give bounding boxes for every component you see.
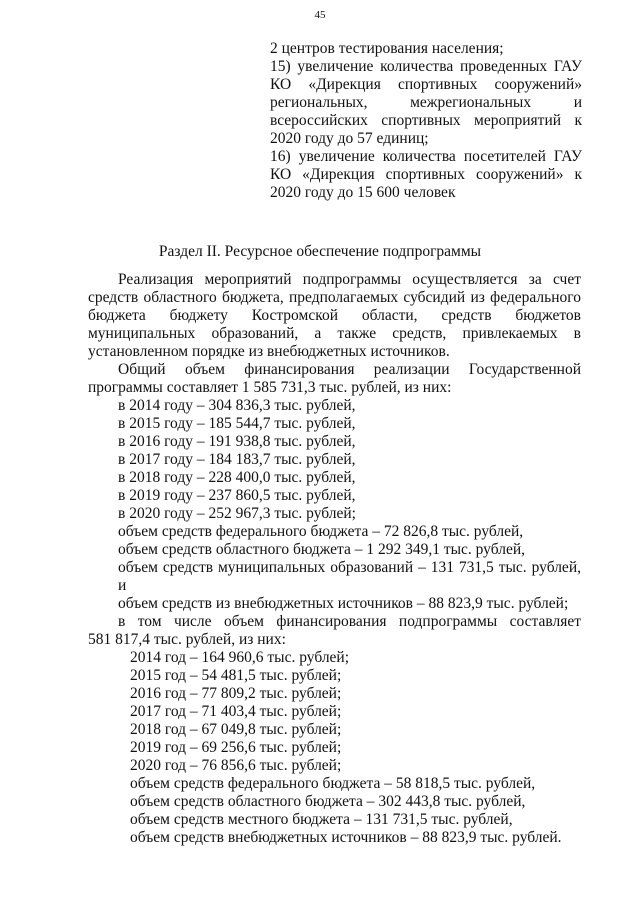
paragraph-implementation <box>88 271 581 361</box>
list-line: 16) увеличение количества посетителей ГАУ <box>270 148 582 165</box>
subprogram-years-list <box>88 649 581 775</box>
subprogram-year-row: 2016 год – 77 809,2 тыс. рублей; <box>130 685 342 702</box>
paragraph-line: муниципальных образований, а также средств, привлекаемых в <box>88 325 581 342</box>
program-fund-row: объем средств федерального бюджета – 72 826,8 тыс. рублей, <box>118 523 524 540</box>
subprogram-year-row: 2017 год – 71 403,4 тыс. рублей; <box>130 703 342 720</box>
subprogram-fund-row: объем средств внебюджетных источников – 88 823,9 тыс. рублей. <box>130 829 562 846</box>
paragraph-line: бюджета бюджету Костромской области, средств бюджетов <box>88 307 581 324</box>
list-line: 2020 году до 57 единиц; <box>270 130 429 147</box>
list-item-14-tail <box>270 40 582 58</box>
paragraph-line: Общий объем финансирования реализации Государственной <box>118 361 581 378</box>
program-year-row: в 2018 году – 228 400,0 тыс. рублей, <box>118 469 356 486</box>
list-line: 2020 году до 15 600 человек <box>270 184 456 201</box>
page-number: 45 <box>314 9 326 21</box>
subprogram-year-row: 2015 год – 54 481,5 тыс. рублей; <box>130 667 342 684</box>
list-line: региональных, межрегиональных и <box>270 94 582 111</box>
paragraph-subprogram-total <box>88 613 581 649</box>
program-year-row: в 2017 году – 184 183,7 тыс. рублей, <box>118 451 356 468</box>
program-year-row: в 2020 году – 252 967,3 тыс. рублей; <box>118 505 356 522</box>
section-body <box>88 271 581 847</box>
list-line: КО «Дирекция спортивных сооружений» <box>270 76 582 93</box>
subprogram-funds-list <box>88 775 581 847</box>
program-year-row: в 2016 году – 191 938,8 тыс. рублей, <box>118 433 356 450</box>
program-fund-row: объем средств областного бюджета – 1 292 349,1 тыс. рублей, <box>118 541 526 558</box>
paragraph-line: установленном порядке из внебюджетных источников. <box>88 343 450 360</box>
list-line: 2 центров тестирования населения; <box>270 40 504 57</box>
section-heading: Раздел II. Ресурсное обеспечение подпрограммы <box>158 243 482 260</box>
program-fund-row: объем средств из внебюджетных источников – 88 823,9 тыс. рублей; <box>118 595 569 612</box>
paragraph-line: средств областного бюджета, предполагаемых субсидий из федерального <box>88 289 581 306</box>
paragraph-line: в том числе объем финансирования подпрограммы составляет <box>118 613 581 630</box>
list-item-15 <box>270 58 582 148</box>
list-line: 15) увеличение количества проведенных ГАУ <box>270 58 582 75</box>
paragraph-line: программы составляет 1 585 731,3 тыс. рублей, из них: <box>88 379 452 396</box>
paragraph-line: 581 817,4 тыс. рублей, из них: <box>88 631 286 648</box>
list-line: всероссийских спортивных мероприятий к <box>270 112 582 129</box>
list-item-16 <box>270 148 582 202</box>
paragraph-total-program <box>88 361 581 397</box>
subprogram-year-row: 2018 год – 67 049,8 тыс. рублей; <box>130 721 342 738</box>
subprogram-year-row: 2020 год – 76 856,6 тыс. рублей; <box>130 757 342 774</box>
paragraph-line: Реализация мероприятий подпрограммы осуществляется за счет <box>118 271 581 288</box>
subprogram-fund-row: объем средств местного бюджета – 131 731,5 тыс. рублей, <box>130 811 513 828</box>
list-line: КО «Дирекция спортивных сооружений» к <box>270 166 582 183</box>
subprogram-fund-row: объем средств федерального бюджета – 58 818,5 тыс. рублей, <box>130 775 536 792</box>
goals-list-continuation <box>270 40 582 202</box>
program-years-list <box>88 397 581 523</box>
subprogram-year-row: 2019 год – 69 256,6 тыс. рублей; <box>130 739 342 756</box>
program-year-row: в 2014 году – 304 836,3 тыс. рублей, <box>118 397 356 414</box>
program-fund-row: объем средств муниципальных образований – 131 731,5 тыс. рублей, и <box>118 559 581 594</box>
program-funds-list <box>88 523 581 613</box>
subprogram-fund-row: объем средств областного бюджета – 302 443,8 тыс. рублей, <box>130 793 526 810</box>
subprogram-year-row: 2014 год – 164 960,6 тыс. рублей; <box>130 649 350 666</box>
program-year-row: в 2019 году – 237 860,5 тыс. рублей, <box>118 487 356 504</box>
program-year-row: в 2015 году – 185 544,7 тыс. рублей, <box>118 415 356 432</box>
